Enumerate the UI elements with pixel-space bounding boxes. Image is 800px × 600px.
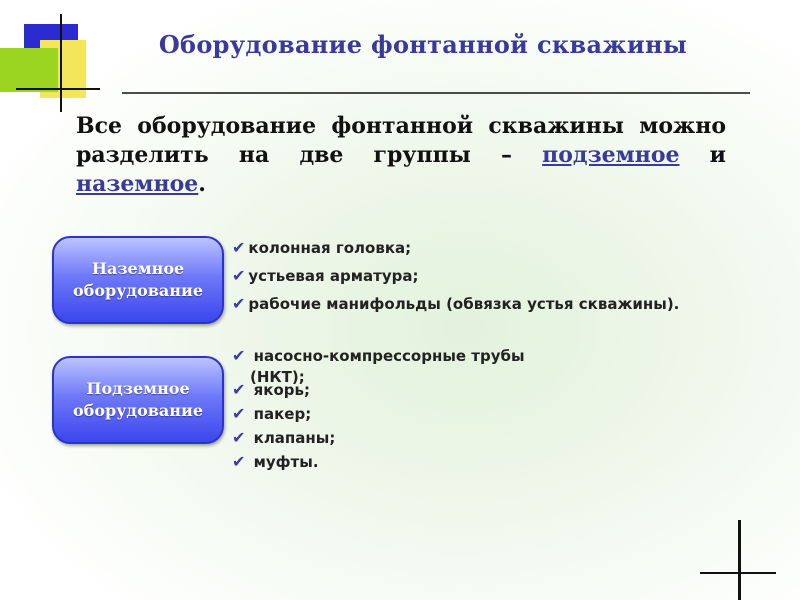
- surface-label-line1: Наземное: [91, 259, 185, 278]
- link-underground[interactable]: подземное: [542, 142, 680, 168]
- checkmark-icon: ✔: [232, 452, 246, 471]
- list-item-text: рабочие манифольды (обвязка устья скважины).: [248, 295, 680, 313]
- link-surface[interactable]: наземное: [76, 171, 199, 197]
- list-item-text: колонная головка;: [248, 239, 412, 257]
- underground-label-line2: оборудование: [72, 401, 204, 420]
- list-item-text: клапаны;: [253, 429, 336, 447]
- list-item-text: пакер;: [253, 405, 312, 423]
- intro-connector: и: [679, 142, 726, 168]
- list-item-text: муфты.: [253, 453, 319, 471]
- decor-green-square: [0, 48, 58, 92]
- decor-vertical-line: [60, 14, 62, 112]
- list-item: [232, 428, 335, 447]
- list-item: [232, 238, 411, 257]
- list-item-text: устьевая арматура;: [248, 267, 419, 285]
- decor-corner-vertical-line: [738, 520, 741, 600]
- list-item: [232, 380, 310, 399]
- title-underline-rule: [122, 92, 750, 94]
- checkmark-icon: ✔: [232, 380, 246, 399]
- surface-equipment-list: [232, 238, 792, 318]
- list-item-continuation: (НКТ);: [250, 368, 305, 386]
- slide-title: Оборудование фонтанной скважины: [158, 30, 688, 59]
- intro-paragraph: [76, 112, 726, 199]
- intro-end: .: [198, 171, 206, 197]
- list-item: [232, 266, 418, 285]
- list-item: [232, 404, 311, 423]
- decor-corner-horizontal-line: [700, 572, 776, 574]
- list-item-text: насосно-компрессорные трубы: [253, 347, 525, 365]
- list-item-text: якорь;: [253, 381, 310, 399]
- checkmark-icon: ✔: [232, 266, 246, 285]
- list-item: [232, 346, 525, 365]
- underground-equipment-list: [232, 346, 652, 476]
- surface-label-line2: оборудование: [72, 281, 204, 300]
- surface-equipment-button[interactable]: [52, 236, 224, 324]
- checkmark-icon: ✔: [232, 346, 246, 365]
- underground-label-line1: Подземное: [86, 379, 190, 398]
- checkmark-icon: ✔: [232, 238, 246, 257]
- checkmark-icon: ✔: [232, 294, 246, 313]
- list-item: [232, 452, 319, 471]
- list-item: [232, 294, 679, 313]
- underground-equipment-button[interactable]: [52, 356, 224, 444]
- decor-horizontal-line: [16, 88, 100, 90]
- checkmark-icon: ✔: [232, 428, 246, 447]
- intro-text: Все оборудование фонтанной скважины можно разделить на две группы –: [76, 113, 726, 168]
- checkmark-icon: ✔: [232, 404, 246, 423]
